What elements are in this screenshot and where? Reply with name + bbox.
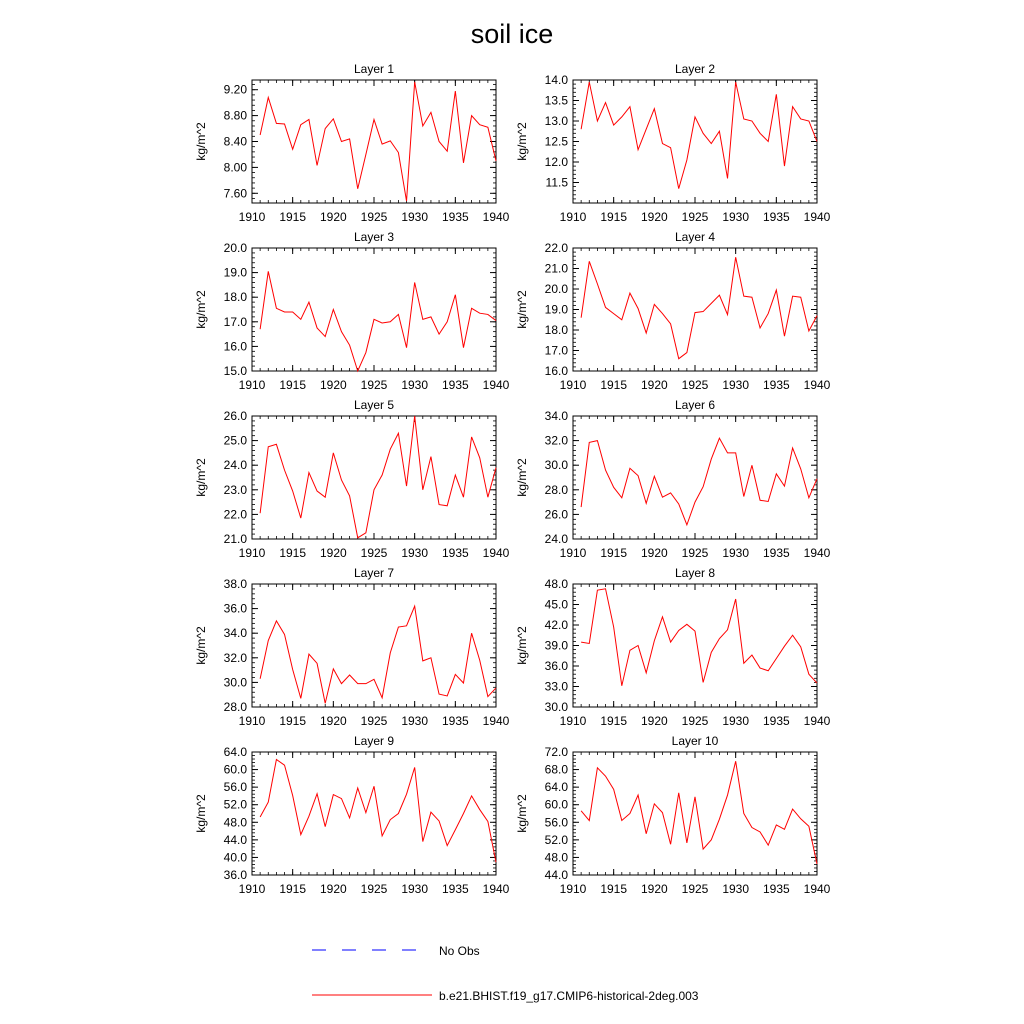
y-tick-label: 18.0 (223, 290, 247, 305)
y-tick-label: 26.0 (544, 507, 568, 522)
y-tick-label: 44.0 (544, 868, 568, 882)
y-tick-label: 12.0 (544, 155, 568, 169)
series-line (581, 257, 817, 358)
x-tick-label: 1925 (360, 546, 388, 560)
x-tick-label: 1910 (559, 882, 587, 896)
y-tick-label: 22.0 (223, 507, 247, 522)
y-tick-label: 45.0 (544, 597, 568, 612)
series-line (581, 438, 817, 525)
x-tick-label: 1920 (640, 882, 668, 896)
panel-title: Layer 4 (674, 230, 716, 244)
x-tick-label: 1915 (600, 378, 628, 392)
y-tick-label: 34.0 (223, 626, 247, 641)
panel-title: Layer 1 (353, 62, 395, 76)
y-tick-label: 48.0 (223, 815, 247, 830)
y-tick-label: 30.0 (223, 675, 247, 690)
x-tick-label: 1915 (600, 210, 628, 224)
y-tick-label: 20.0 (544, 282, 568, 296)
x-tick-label: 1920 (640, 714, 668, 728)
x-tick-label: 1925 (681, 210, 709, 224)
y-tick-label: 32.0 (544, 433, 568, 448)
y-tick-label: 36.0 (544, 659, 568, 673)
y-tick-label: 56.0 (223, 780, 247, 795)
y-tick-label: 52.0 (544, 832, 568, 847)
plot-frame (573, 752, 817, 875)
series-line (260, 606, 496, 703)
panel-layer-10 (515, 734, 831, 896)
y-tick-label: 60.0 (544, 797, 568, 812)
x-tick-label: 1935 (762, 210, 790, 224)
y-axis-label: kg/m^2 (194, 122, 208, 161)
plot-frame (252, 248, 496, 371)
panel-title: Layer 7 (353, 566, 395, 580)
y-tick-label: 11.5 (545, 175, 568, 190)
y-tick-label: 33.0 (544, 679, 568, 694)
y-tick-label: 18.0 (544, 323, 568, 337)
y-tick-label: 16.0 (544, 364, 568, 378)
x-tick-label: 1940 (482, 546, 510, 560)
panel-title: Layer 10 (671, 734, 719, 748)
y-tick-label: 21.0 (223, 532, 247, 546)
panel-layer-6 (515, 398, 831, 560)
y-tick-label: 30.0 (544, 458, 568, 473)
x-tick-label: 1920 (319, 210, 347, 224)
x-tick-label: 1940 (482, 714, 510, 728)
x-tick-label: 1940 (482, 378, 510, 392)
x-tick-label: 1930 (401, 210, 429, 224)
x-tick-label: 1915 (600, 546, 628, 560)
y-tick-label: 32.0 (223, 650, 247, 665)
y-tick-label: 23.0 (223, 482, 247, 497)
x-tick-label: 1910 (238, 378, 266, 392)
y-tick-label: 14.0 (544, 73, 568, 87)
x-tick-label: 1920 (319, 714, 347, 728)
y-tick-label: 15.0 (223, 364, 247, 378)
x-tick-label: 1935 (441, 378, 469, 392)
y-tick-label: 19.0 (544, 302, 568, 317)
y-tick-label: 36.0 (223, 601, 247, 616)
x-tick-label: 1915 (600, 714, 628, 728)
panel-title: Layer 9 (353, 734, 395, 748)
x-tick-label: 1940 (803, 210, 831, 224)
y-tick-label: 17.0 (544, 343, 568, 358)
panel-title: Layer 6 (674, 398, 716, 412)
panel-layer-4 (515, 230, 831, 392)
x-tick-label: 1930 (722, 882, 750, 896)
x-tick-label: 1925 (681, 546, 709, 560)
panel-title: Layer 2 (674, 62, 716, 76)
plot-frame (252, 80, 496, 203)
y-tick-label: 48.0 (544, 577, 568, 591)
y-axis-label: kg/m^2 (194, 458, 208, 497)
y-tick-label: 25.0 (223, 433, 247, 448)
x-tick-label: 1910 (559, 714, 587, 728)
legend (312, 944, 699, 1003)
y-tick-label: 34.0 (544, 409, 568, 423)
y-axis-label: kg/m^2 (515, 290, 529, 329)
x-tick-label: 1935 (441, 714, 469, 728)
y-axis-label: kg/m^2 (515, 122, 529, 161)
y-tick-label: 8.00 (223, 160, 247, 175)
panel-title: Layer 8 (674, 566, 716, 580)
x-tick-label: 1935 (762, 882, 790, 896)
plot-frame (573, 584, 817, 707)
x-tick-label: 1935 (441, 546, 469, 560)
x-tick-label: 1930 (722, 714, 750, 728)
panel-layer-1 (194, 62, 510, 224)
y-tick-label: 13.0 (544, 114, 568, 128)
y-tick-label: 60.0 (223, 762, 247, 777)
y-tick-label: 12.5 (544, 134, 568, 149)
y-tick-label: 13.5 (544, 93, 568, 108)
x-tick-label: 1925 (360, 378, 388, 392)
panel-layer-3 (194, 230, 510, 392)
plot-frame (573, 80, 817, 203)
plot-frame (252, 752, 496, 875)
y-axis-label: kg/m^2 (515, 458, 529, 497)
y-tick-label: 8.40 (223, 134, 247, 149)
y-tick-label: 28.0 (544, 482, 568, 497)
x-tick-label: 1915 (279, 714, 307, 728)
y-tick-label: 24.0 (223, 458, 247, 473)
x-tick-label: 1920 (640, 546, 668, 560)
y-tick-label: 21.0 (544, 261, 568, 276)
panel-layer-9 (194, 734, 510, 896)
panels (194, 62, 831, 896)
y-axis-label: kg/m^2 (515, 626, 529, 665)
panel-layer-7 (194, 566, 510, 728)
x-tick-label: 1925 (681, 714, 709, 728)
legend-label-no-obs: No Obs (439, 944, 480, 958)
y-tick-label: 30.0 (544, 700, 568, 714)
x-tick-label: 1935 (762, 546, 790, 560)
series-line (581, 761, 817, 864)
x-tick-label: 1925 (681, 882, 709, 896)
y-tick-label: 44.0 (223, 832, 247, 847)
y-axis-label: kg/m^2 (194, 626, 208, 665)
y-tick-label: 16.0 (223, 339, 247, 354)
legend-label-model: b.e21.BHIST.f19_g17.CMIP6-historical-2deg.003 (439, 989, 699, 1003)
panel-title: Layer 3 (353, 230, 395, 244)
y-tick-label: 39.0 (544, 638, 568, 653)
panel-layer-8 (515, 566, 831, 728)
x-tick-label: 1915 (279, 882, 307, 896)
plot-frame (252, 416, 496, 539)
x-tick-label: 1915 (600, 882, 628, 896)
y-axis-label: kg/m^2 (194, 290, 208, 329)
y-tick-label: 68.0 (544, 762, 568, 777)
y-tick-label: 38.0 (223, 577, 247, 591)
y-tick-label: 56.0 (544, 815, 568, 830)
x-tick-label: 1940 (803, 714, 831, 728)
y-tick-label: 7.60 (223, 186, 247, 201)
y-tick-label: 24.0 (544, 532, 568, 546)
x-tick-label: 1940 (482, 210, 510, 224)
x-tick-label: 1910 (238, 882, 266, 896)
y-tick-label: 64.0 (544, 780, 568, 795)
x-tick-label: 1925 (681, 378, 709, 392)
panel-layer-2 (515, 62, 831, 224)
y-tick-label: 48.0 (544, 850, 568, 865)
y-axis-label: kg/m^2 (194, 794, 208, 833)
x-tick-label: 1935 (441, 210, 469, 224)
x-tick-label: 1920 (319, 546, 347, 560)
y-tick-label: 42.0 (544, 618, 568, 632)
x-tick-label: 1915 (279, 546, 307, 560)
panel-layer-5 (194, 398, 510, 560)
x-tick-label: 1920 (640, 378, 668, 392)
series-line (260, 82, 496, 201)
panel-title: Layer 5 (353, 398, 395, 412)
y-tick-label: 9.20 (223, 82, 247, 97)
figure-title: soil ice (470, 19, 554, 49)
y-tick-label: 40.0 (223, 850, 247, 865)
x-tick-label: 1920 (319, 378, 347, 392)
series-line (260, 759, 496, 862)
series-line (260, 416, 496, 538)
x-tick-label: 1930 (401, 378, 429, 392)
y-tick-label: 28.0 (223, 700, 247, 714)
x-tick-label: 1910 (238, 546, 266, 560)
y-tick-label: 17.0 (223, 314, 247, 329)
x-tick-label: 1925 (360, 210, 388, 224)
x-tick-label: 1915 (279, 378, 307, 392)
x-tick-label: 1935 (762, 378, 790, 392)
y-tick-label: 20.0 (223, 241, 247, 255)
y-axis-label: kg/m^2 (515, 794, 529, 833)
x-tick-label: 1930 (401, 714, 429, 728)
x-tick-label: 1940 (803, 546, 831, 560)
y-tick-label: 22.0 (544, 241, 568, 255)
x-tick-label: 1910 (559, 210, 587, 224)
x-tick-label: 1940 (803, 882, 831, 896)
y-tick-label: 8.80 (223, 108, 247, 123)
x-tick-label: 1920 (640, 210, 668, 224)
series-line (260, 271, 496, 371)
y-tick-label: 52.0 (223, 797, 247, 812)
series-line (581, 589, 817, 686)
x-tick-label: 1935 (441, 882, 469, 896)
x-tick-label: 1920 (319, 882, 347, 896)
x-tick-label: 1940 (803, 378, 831, 392)
x-tick-label: 1930 (722, 210, 750, 224)
plot-frame (573, 248, 817, 371)
series-line (581, 82, 817, 189)
y-tick-label: 64.0 (223, 745, 247, 759)
plot-frame (252, 584, 496, 707)
x-tick-label: 1930 (401, 882, 429, 896)
y-tick-label: 36.0 (223, 868, 247, 882)
x-tick-label: 1910 (559, 546, 587, 560)
y-tick-label: 26.0 (223, 409, 247, 423)
x-tick-label: 1930 (401, 546, 429, 560)
y-tick-label: 72.0 (544, 745, 568, 759)
x-tick-label: 1930 (722, 546, 750, 560)
x-tick-label: 1935 (762, 714, 790, 728)
x-tick-label: 1910 (238, 210, 266, 224)
x-tick-label: 1925 (360, 882, 388, 896)
x-tick-label: 1940 (482, 882, 510, 896)
plot-frame (573, 416, 817, 539)
x-tick-label: 1930 (722, 378, 750, 392)
y-tick-label: 19.0 (223, 265, 247, 280)
x-tick-label: 1910 (559, 378, 587, 392)
x-tick-label: 1910 (238, 714, 266, 728)
x-tick-label: 1915 (279, 210, 307, 224)
x-tick-label: 1925 (360, 714, 388, 728)
